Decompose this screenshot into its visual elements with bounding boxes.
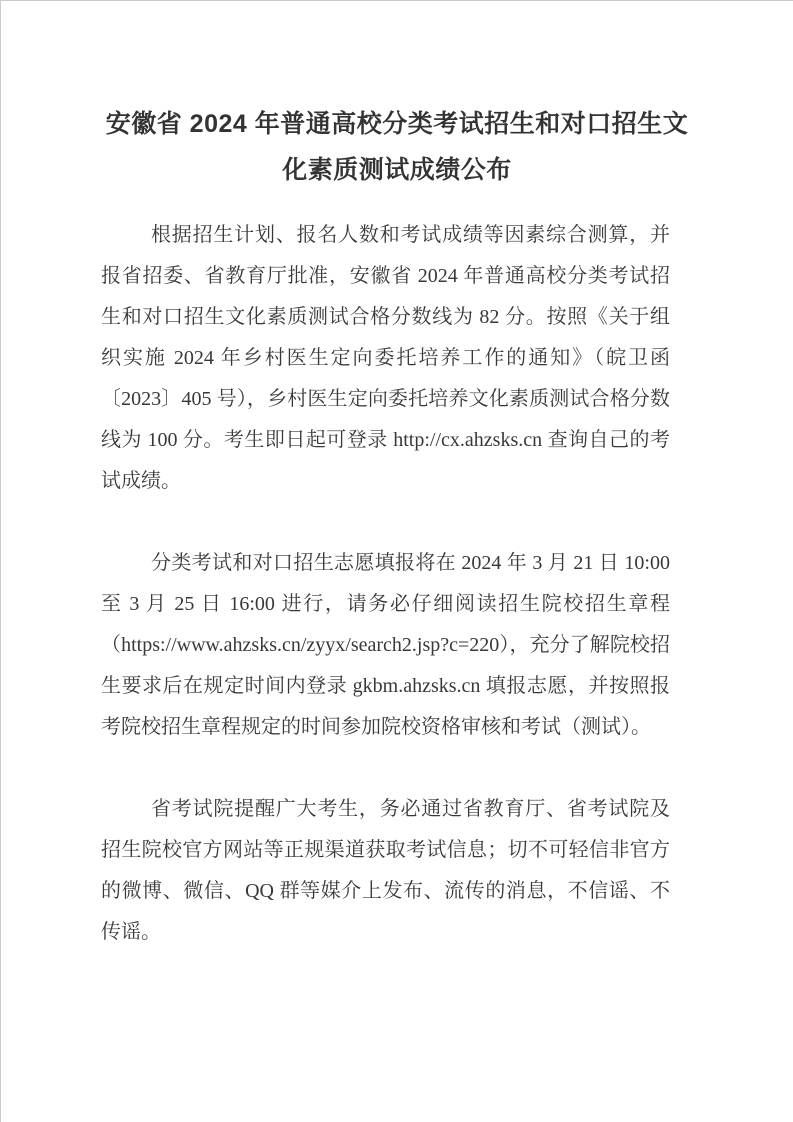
paragraph-score-announcement: 根据招生计划、报名人数和考试成绩等因素综合测算，并报省招委、省教育厅批准，安徽省 2024 年普通高校分类考试招生和对口招生文化素质测试合格分数线为 82 分。按照《关于组织实施 2024 年乡村医生定向委托培养工作的通知》（皖卫函〔2023〕405 号），乡村医生定向委托培养文化素质测试合格分数线为 100 分。考生即日起可登录 http://cx.ahzsks.cn 查询自己的考试成绩。	[101, 224, 670, 492]
paragraph-application-instructions: 分类考试和对口招生志愿填报将在 2024 年 3 月 21 日 10:00 至 3 月 25 日 16:00 进行，请务必仔细阅读招生院校招生章程（https://www.ahzsks.cn/zyyx/search2.jsp?c=220），充分了解院校招生要求后在规定时间内登录 gkbm.ahzsks.cn 填报志愿，并按照报考院校招生章程规定的时间参加院校资格审核和考试（测试）。	[101, 552, 670, 738]
document-body	[1, 215, 793, 953]
paragraph-official-channels-reminder: 省考试院提醒广大考生，务必通过省教育厅、省考试院及招生院校官方网站等正规渠道获取考试信息；切不可轻信非官方的微博、微信、QQ 群等媒介上发布、流传的消息，不信谣、不传谣。	[101, 798, 670, 943]
document-title: 安徽省 2024 年普通高校分类考试招生和对口招生文化素质测试成绩公布	[105, 110, 689, 184]
